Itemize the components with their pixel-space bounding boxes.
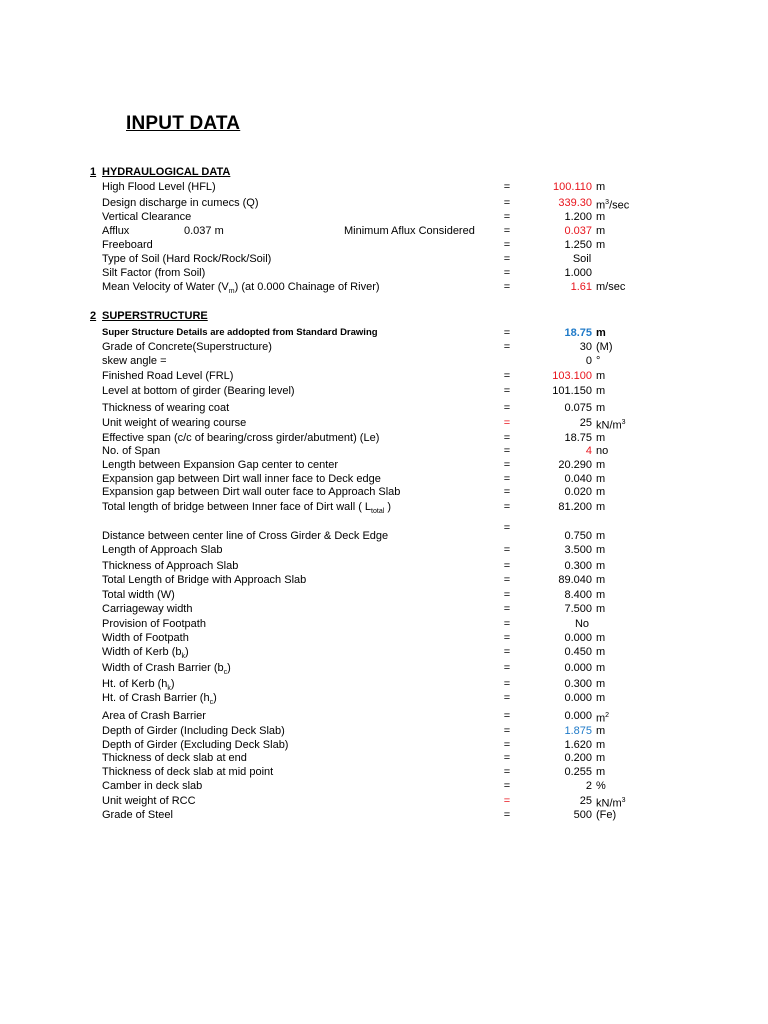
label: Afflux xyxy=(102,225,130,237)
label: Carriageway width xyxy=(102,603,193,615)
equals: = xyxy=(503,432,511,444)
label: Length of Approach Slab xyxy=(102,544,223,556)
value: Soil xyxy=(572,253,592,265)
row-bearing-level xyxy=(0,384,768,398)
value: 500 xyxy=(573,809,592,821)
row-total-length xyxy=(0,500,768,514)
unit: m xyxy=(596,646,606,658)
label: Effective span (c/c of bearing/cross girder/abutment) (Le) xyxy=(102,432,380,444)
value: 339.30 xyxy=(558,197,592,209)
row-hfl xyxy=(0,180,768,194)
row-approach-thickness xyxy=(0,559,768,573)
label: Distance between center line of Cross Girder & Deck Edge xyxy=(102,530,389,542)
value: 0.300 xyxy=(564,560,592,572)
value: 1.620 xyxy=(564,739,592,751)
unit: m xyxy=(596,402,606,414)
equals: = xyxy=(503,710,511,722)
label: Expansion gap between Dirt wall outer face to Approach Slab xyxy=(102,486,401,498)
equals: = xyxy=(503,473,511,485)
value: 0.000 xyxy=(564,710,592,722)
value: 20.290 xyxy=(558,459,592,471)
row-wearing-coat xyxy=(0,401,768,415)
value: 3.500 xyxy=(564,544,592,556)
row-approach-length xyxy=(0,543,768,557)
value: 103.100 xyxy=(552,370,592,382)
row-effective-span xyxy=(0,431,768,445)
value: 30 xyxy=(579,341,592,353)
unit: m xyxy=(596,486,606,498)
equals: = xyxy=(503,327,511,339)
equals: = xyxy=(503,795,511,807)
row-expansion-length xyxy=(0,458,768,472)
row-unit-weight-rcc xyxy=(0,794,768,808)
unit: m xyxy=(596,725,606,737)
row-carriageway xyxy=(0,602,768,616)
label: Mean Velocity of Water $(V_m)$ (at 0.000 Chainage of River) xyxy=(102,281,380,296)
unit: m xyxy=(596,473,606,485)
label: Design discharge in cumecs (Q) xyxy=(102,197,259,209)
label: Width of Kerb $(b_k)$ xyxy=(102,646,189,661)
row-crash-barrier-height xyxy=(0,691,768,705)
value: 101.150 xyxy=(552,385,592,397)
unit: m xyxy=(596,501,606,513)
row-deck-slab-mid xyxy=(0,765,768,779)
unit: m xyxy=(596,239,606,251)
value: 0 xyxy=(585,355,592,367)
equals: = xyxy=(503,544,511,556)
equals: = xyxy=(503,809,511,821)
row-frl xyxy=(0,369,768,383)
label: Grade of Steel xyxy=(102,809,173,821)
value: 0.255 xyxy=(564,766,592,778)
value: 25 xyxy=(579,795,592,807)
label: Area of Crash Barrier xyxy=(102,710,206,722)
row-camber xyxy=(0,779,768,793)
unit: m xyxy=(596,589,606,601)
value: 0.037 xyxy=(564,225,592,237)
unit: m xyxy=(596,574,606,586)
unit: (Fe) xyxy=(596,809,617,821)
unit: m xyxy=(596,530,606,542)
label: skew angle = xyxy=(102,355,167,367)
unit: m xyxy=(596,432,606,444)
value: 8.400 xyxy=(564,589,592,601)
value: 18.75 xyxy=(564,432,592,444)
row-crash-barrier-area xyxy=(0,709,768,723)
equals: = xyxy=(503,752,511,764)
unit: m xyxy=(596,560,606,572)
equals: = xyxy=(503,253,511,265)
unit: m xyxy=(596,225,606,237)
section-number: 1 xyxy=(90,166,97,178)
unit: m xyxy=(596,211,606,223)
row-grade-concrete xyxy=(0,340,768,354)
label: Provision of Footpath xyxy=(102,618,206,630)
value: 1.61 xyxy=(570,281,592,293)
row-discharge xyxy=(0,196,768,210)
value: 2 xyxy=(585,780,592,792)
equals: = xyxy=(503,618,511,630)
label: Expansion gap between Dirt wall inner face to Deck edge xyxy=(102,473,381,485)
page-title: INPUT DATA xyxy=(126,113,241,134)
label: Unit weight of RCC xyxy=(102,795,196,807)
equals: = xyxy=(503,197,511,209)
value: No xyxy=(574,618,590,630)
value: 0.040 xyxy=(564,473,592,485)
label: Width of Crash Barrier $(b_c)$ xyxy=(102,662,231,677)
value: 0.075 xyxy=(564,402,592,414)
equals: = xyxy=(503,646,511,658)
value: 89.040 xyxy=(558,574,592,586)
label: Level at bottom of girder (Bearing level) xyxy=(102,385,295,397)
row-cross-girder-distance xyxy=(0,522,768,543)
afflux-note: Minimum Aflux Considered xyxy=(344,225,475,237)
label: Freeboard xyxy=(102,239,153,251)
row-total-width xyxy=(0,588,768,602)
value: 0.750 xyxy=(564,530,592,542)
label: No. of Span xyxy=(102,445,161,457)
label: Thickness of deck slab at end xyxy=(102,752,247,764)
equals: = xyxy=(503,370,511,382)
section-title-superstructure: SUPERSTRUCTURE xyxy=(102,310,208,322)
equals: = xyxy=(503,459,511,471)
equals: = xyxy=(503,501,511,513)
unit: % xyxy=(596,780,606,792)
equals: = xyxy=(503,181,511,193)
label: Super Structure Details are addopted from Standard Drawing xyxy=(102,327,378,338)
row-girder-depth-incl xyxy=(0,724,768,738)
equals: = xyxy=(503,417,511,429)
equals: = xyxy=(503,445,511,457)
equals: = xyxy=(503,225,511,237)
row-silt-factor xyxy=(0,266,768,280)
unit: $m^3/\sec$ xyxy=(596,199,630,212)
row-grade-steel xyxy=(0,808,768,822)
label: Length between Expansion Gap center to center xyxy=(102,459,339,471)
unit: m xyxy=(596,459,606,471)
equals: = xyxy=(503,402,511,414)
value: 0.000 xyxy=(564,632,592,644)
unit: m xyxy=(596,327,606,339)
unit: $kN/m^3$ xyxy=(596,419,626,432)
row-gap-inner xyxy=(0,472,768,486)
value: 0.000 xyxy=(564,662,592,674)
equals: = xyxy=(503,341,511,353)
row-vertical-clearance xyxy=(0,210,768,224)
row-no-of-span xyxy=(0,444,768,458)
value: 100.110 xyxy=(553,181,592,193)
value: 0.020 xyxy=(564,486,592,498)
label: Total width (W) xyxy=(102,589,175,601)
row-footpath-width xyxy=(0,631,768,645)
value: 1.875 xyxy=(564,725,592,737)
label: Grade of Concrete(Superstructure) xyxy=(102,341,272,353)
unit: m/sec xyxy=(596,281,626,293)
row-kerb-height xyxy=(0,677,768,691)
equals: = xyxy=(503,692,511,704)
row-afflux xyxy=(0,224,768,238)
value: 0.000 xyxy=(564,692,592,704)
label: Depth of Girder (Including Deck Slab) xyxy=(102,725,285,737)
unit: no xyxy=(596,445,609,457)
value: 1.200 xyxy=(564,211,592,223)
label: Thickness of Approach Slab xyxy=(102,560,239,572)
equals: = xyxy=(503,211,511,223)
equals: = xyxy=(503,662,511,674)
row-girder-depth-excl xyxy=(0,738,768,752)
value: 0.200 xyxy=(564,752,592,764)
label: Camber in deck slab xyxy=(102,780,203,792)
unit: m xyxy=(596,766,606,778)
row-skew-angle xyxy=(0,354,768,368)
label: High Flood Level (HFL) xyxy=(102,181,216,193)
label: Ht. of Crash Barrier $(h_c)$ xyxy=(102,692,217,707)
value: 1.000 xyxy=(564,267,592,279)
row-crash-barrier-width xyxy=(0,661,768,675)
unit: m xyxy=(596,603,606,615)
label: Width of Footpath xyxy=(102,632,189,644)
row-footpath-provision xyxy=(0,617,768,631)
value: 0.450 xyxy=(564,646,592,658)
unit: ° xyxy=(596,355,601,367)
equals: = xyxy=(503,725,511,737)
label: Thickness of wearing coat xyxy=(102,402,230,414)
row-unit-weight-wearing xyxy=(0,416,768,430)
equals: = xyxy=(503,603,511,615)
label: Unit weight of wearing course xyxy=(102,417,247,429)
label: Type of Soil (Hard Rock/Rock/Soil) xyxy=(102,253,272,265)
equals: = xyxy=(503,281,511,293)
section-number: 2 xyxy=(90,310,97,322)
value: 25 xyxy=(579,417,592,429)
label: Finished Road Level (FRL) xyxy=(102,370,234,382)
section-title-hydraulogical: HYDRAULOGICAL DATA xyxy=(102,166,231,178)
unit: m xyxy=(596,181,606,193)
unit: $m^2$ xyxy=(596,712,610,725)
unit: m xyxy=(596,632,606,644)
equals: = xyxy=(503,780,511,792)
label: Total length of bridge between Inner face of Dirt wall ( $L_{total}$ ) xyxy=(102,501,392,516)
value: 81.200 xyxy=(558,501,592,513)
equals: = xyxy=(503,522,511,534)
label: Ht. of Kerb $(h_k)$ xyxy=(102,678,175,693)
equals: = xyxy=(503,574,511,586)
label: Total Length of Bridge with Approach Slab xyxy=(102,574,307,586)
label: Thickness of deck slab at mid point xyxy=(102,766,274,778)
label: Depth of Girder (Excluding Deck Slab) xyxy=(102,739,289,751)
unit: m xyxy=(596,692,606,704)
row-structure-details xyxy=(0,326,768,340)
equals: = xyxy=(503,739,511,751)
value: 7.500 xyxy=(564,603,592,615)
row-soil-type xyxy=(0,252,768,266)
unit: m xyxy=(596,739,606,751)
row-freeboard xyxy=(0,238,768,252)
row-total-with-approach xyxy=(0,573,768,587)
unit: m xyxy=(596,370,606,382)
equals: = xyxy=(503,239,511,251)
afflux-calculated: 0.037 m xyxy=(184,225,224,237)
label: Vertical Clearance xyxy=(102,211,192,223)
unit: (M) xyxy=(596,341,613,353)
value: 4 xyxy=(585,445,592,457)
value: 18.75 xyxy=(564,327,592,339)
equals: = xyxy=(503,678,511,690)
value: 0.300 xyxy=(564,678,592,690)
equals: = xyxy=(503,589,511,601)
equals: = xyxy=(503,560,511,572)
row-deck-slab-end xyxy=(0,751,768,765)
unit: m xyxy=(596,752,606,764)
equals: = xyxy=(503,632,511,644)
row-gap-outer xyxy=(0,485,768,499)
row-mean-velocity xyxy=(0,280,768,294)
value: 1.250 xyxy=(564,239,592,251)
unit: m xyxy=(596,544,606,556)
row-kerb-width xyxy=(0,645,768,659)
unit: m xyxy=(596,678,606,690)
equals: = xyxy=(503,486,511,498)
unit: m xyxy=(596,662,606,674)
equals: = xyxy=(503,385,511,397)
equals: = xyxy=(503,766,511,778)
equals: = xyxy=(503,267,511,279)
unit: $kN/m^3$ xyxy=(596,797,626,810)
unit: m xyxy=(596,385,606,397)
label: Silt Factor (from Soil) xyxy=(102,267,206,279)
